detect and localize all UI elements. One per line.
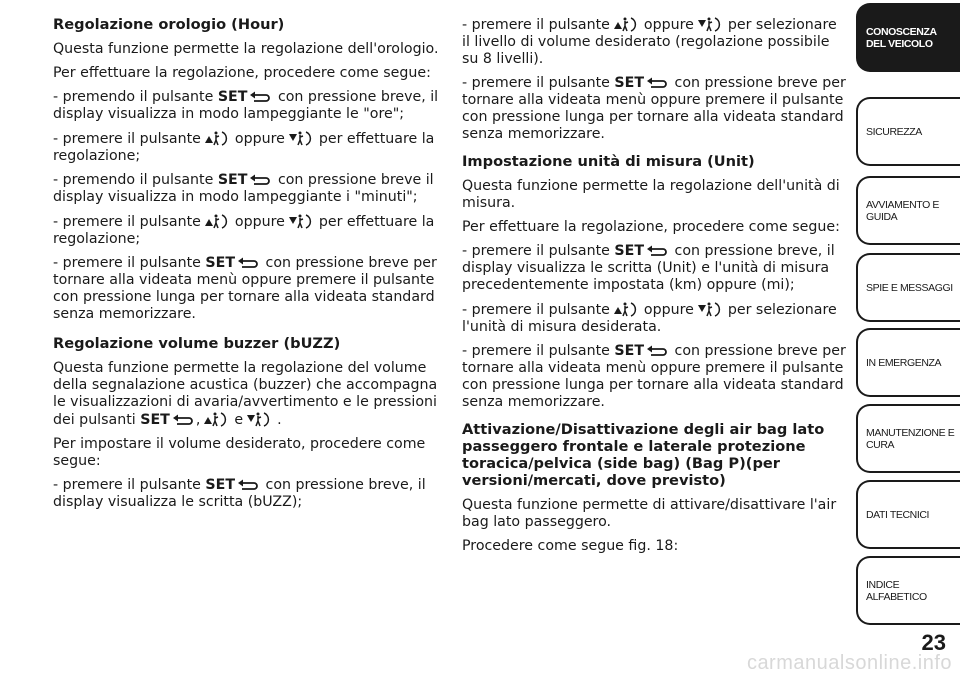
- set-label: SET: [217, 89, 248, 105]
- punctuation: .: [277, 412, 282, 428]
- step: [53, 477, 445, 511]
- down-triangle-button-icon: [245, 411, 275, 427]
- step: [53, 213, 445, 248]
- step-text: - premere il pulsante: [53, 255, 201, 271]
- section-heading-airbag: Attivazione/Disattivazione degli air bag lato passeggero frontale e laterale protezione toracica/pelvica (side bag) (Bag P)(per versioni/mercati, dove previsto): [462, 421, 825, 489]
- step-text: con pressione breve per tornare alla videata menù oppure premere il pulsante con pressione lunga per tornare alla videata standard senza memorizzare.: [462, 75, 846, 142]
- step-text: con pressione breve, il display visualizza in modo lampeggiante le "ore";: [53, 89, 439, 122]
- chapter-sidebar: [856, 0, 960, 678]
- step-text: con pressione breve per tornare alla videata menù oppure premere il pulsante con pressione lunga per tornare alla videata standard senza memorizzare.: [462, 343, 846, 410]
- step-text: per selezionare il livello di volume desiderato (regolazione possibile su 8 livelli).: [462, 17, 837, 67]
- step-text: per selezionare l'unità di misura desiderata.: [462, 302, 837, 335]
- step-text: con pressione breve, il display visualizza le scritta (Unit) e l'unità di misura precedentemente impostata (km) oppure (mi);: [462, 243, 835, 293]
- set-return-icon: [646, 344, 668, 358]
- down-triangle-button-icon: [696, 301, 726, 317]
- step-text: con pressione breve il display visualizza in modo lampeggiante i "minuti";: [53, 172, 434, 205]
- tab-label: INDICE ALFABETICO: [866, 578, 927, 603]
- step-text: - premere il pulsante: [53, 477, 201, 493]
- page-number: 23: [921, 630, 946, 655]
- tab-label: DATI TECNICI: [866, 508, 930, 521]
- paragraph: Procedere come segue fig. 18:: [462, 538, 679, 554]
- tab-label: CONOSCENZA DEL VEICOLO: [866, 25, 937, 50]
- paragraph: [53, 360, 445, 429]
- set-label: SET: [217, 172, 248, 188]
- tab-label: IN EMERGENZA: [866, 356, 942, 369]
- set-label: SET: [614, 75, 645, 91]
- step-text: - premere il pulsante: [462, 17, 610, 33]
- step-text: oppure: [643, 17, 694, 33]
- tab-dati-tecnici[interactable]: [856, 480, 960, 549]
- step-text: per effettuare la regolazione;: [53, 131, 435, 164]
- step: [53, 255, 445, 323]
- paragraph-text: Questa funzione permette la regolazione del volume della segnalazione acustica (buzzer) che accompagna le visualizzazioni di avaria/avvertimento e le pressioni dei pulsanti: [53, 360, 438, 428]
- tab-conoscenza-del-veicolo[interactable]: [856, 3, 960, 72]
- step-text: - premere il pulsante: [53, 214, 201, 230]
- paragraph: Questa funzione permette la regolazione dell'unità di misura.: [462, 178, 840, 211]
- step: [462, 75, 847, 143]
- paragraph: Questa funzione permette di attivare/disattivare l'air bag lato passeggero.: [462, 497, 837, 530]
- set-return-icon: [237, 256, 259, 270]
- tab-manutenzione-e-cura[interactable]: [856, 404, 960, 473]
- up-triangle-button-icon: [202, 411, 232, 427]
- up-triangle-button-icon: [612, 301, 642, 317]
- tab-indice-alfabetico[interactable]: [856, 556, 960, 625]
- paragraph: Per impostare il volume desiderato, procedere come segue:: [53, 436, 426, 469]
- step: [462, 301, 847, 336]
- section-heading-clock: Regolazione orologio (Hour): [53, 16, 285, 33]
- paragraph: Per effettuare la regolazione, procedere come segue:: [462, 219, 840, 235]
- step: [53, 89, 445, 123]
- step-text: oppure: [643, 302, 694, 318]
- tab-spie-e-messaggi[interactable]: [856, 253, 960, 322]
- step-text: con pressione breve, il display visualizza le scritta (bUZZ);: [53, 477, 426, 510]
- paragraph: Per effettuare la regolazione, procedere come segue:: [53, 65, 431, 81]
- set-return-icon: [646, 244, 668, 258]
- tab-label: SICUREZZA: [866, 125, 922, 138]
- punctuation: ,: [195, 412, 201, 428]
- step-text: oppure: [234, 214, 285, 230]
- step: [462, 343, 847, 411]
- step-text: - premendo il pulsante: [53, 89, 214, 105]
- tab-label: MANUTENZIONE E CURA: [866, 426, 955, 451]
- down-triangle-button-icon: [696, 16, 726, 32]
- step-text: - premere il pulsante: [462, 75, 610, 91]
- set-return-icon: [237, 478, 259, 492]
- step-text: per effettuare la regolazione;: [53, 214, 435, 247]
- section-heading-unit: Impostazione unità di misura (Unit): [462, 153, 755, 170]
- set-label: SET: [205, 477, 236, 493]
- step: [462, 16, 847, 68]
- down-triangle-button-icon: [287, 213, 317, 229]
- set-label: SET: [614, 343, 645, 359]
- up-triangle-button-icon: [612, 16, 642, 32]
- step-text: oppure: [234, 131, 285, 147]
- tab-in-emergenza[interactable]: [856, 328, 960, 397]
- set-return-icon: [172, 413, 194, 427]
- step-text: - premere il pulsante: [462, 243, 610, 259]
- set-label: SET: [205, 255, 236, 271]
- paragraph: Questa funzione permette la regolazione dell'orologio.: [53, 41, 439, 57]
- tab-avviamento-e-guida[interactable]: [856, 176, 960, 245]
- tab-label: SPIE E MESSAGGI: [866, 281, 953, 294]
- watermark: carmanualsonline.info: [746, 652, 952, 674]
- set-return-icon: [249, 90, 271, 104]
- step-text: - premendo il pulsante: [53, 172, 214, 188]
- step-text: - premere il pulsante: [53, 131, 201, 147]
- up-triangle-button-icon: [203, 213, 233, 229]
- section-heading-buzzer: Regolazione volume buzzer (bUZZ): [53, 335, 341, 352]
- step: [53, 172, 445, 206]
- left-column: [53, 16, 445, 518]
- right-column: [462, 16, 847, 562]
- set-return-icon: [249, 173, 271, 187]
- set-label: SET: [614, 243, 645, 259]
- step-text: - premere il pulsante: [462, 302, 610, 318]
- tab-label: AVVIAMENTO E GUIDA: [866, 198, 939, 223]
- step: [462, 243, 847, 294]
- up-triangle-button-icon: [203, 130, 233, 146]
- down-triangle-button-icon: [287, 130, 317, 146]
- tab-sicurezza[interactable]: [856, 97, 960, 166]
- step-text: - premere il pulsante: [462, 343, 610, 359]
- step: [53, 130, 445, 165]
- set-label: SET: [140, 412, 170, 428]
- paragraph-text: e: [234, 412, 244, 428]
- step-text: con pressione breve per tornare alla videata menù oppure premere il pulsante con pressione lunga per tornare alla videata standard senza memorizzare.: [53, 255, 437, 322]
- set-return-icon: [646, 76, 668, 90]
